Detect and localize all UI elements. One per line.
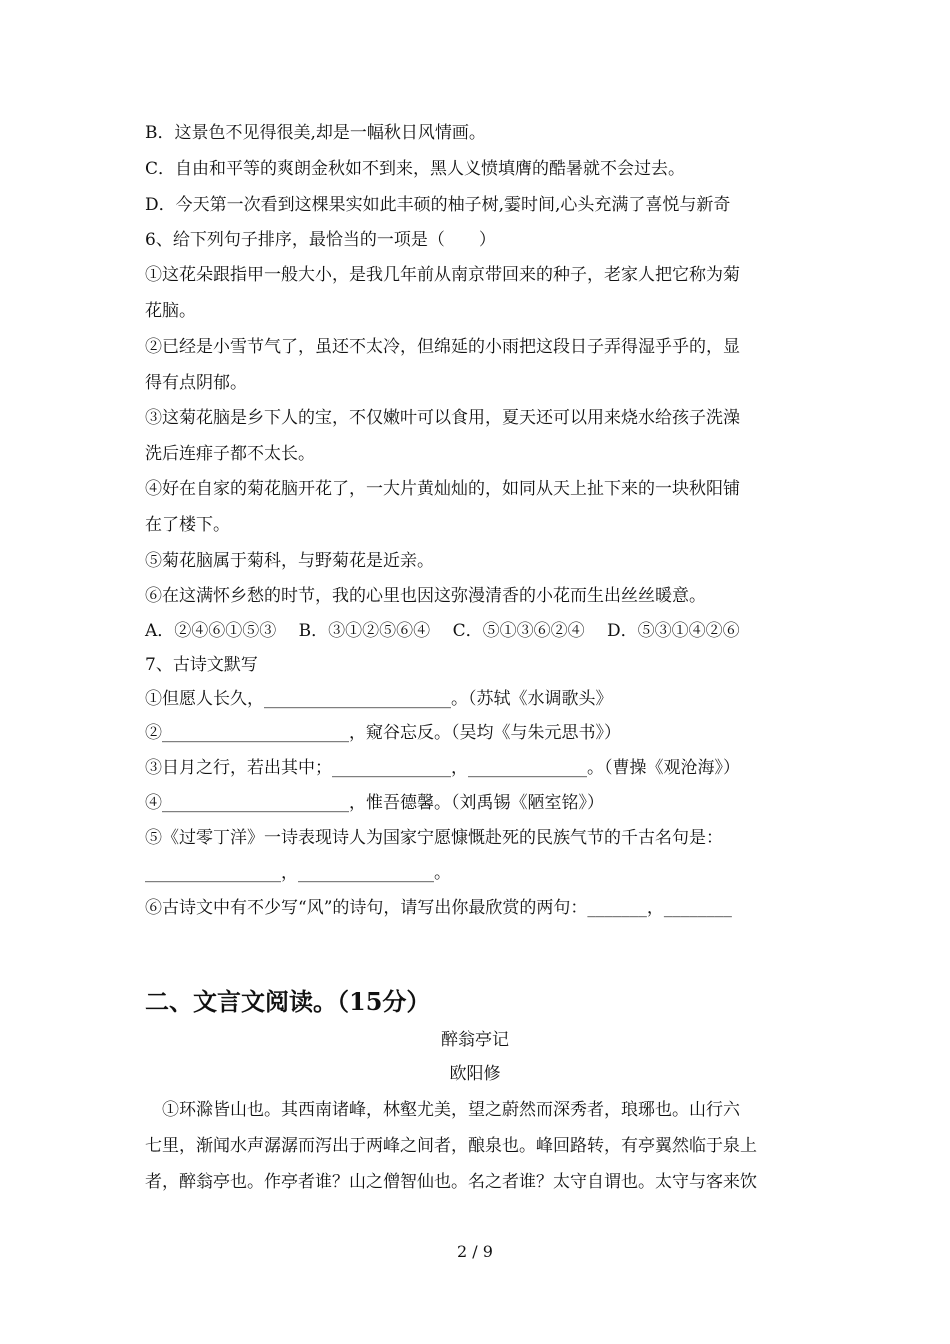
q6-sentence-5: ⑤菊花脑属于菊科，与野菊花是近亲。 (145, 551, 434, 571)
q7-line-4: ④______________________，惟吾德馨。（刘禹锡《陋室铭》） (145, 793, 604, 813)
q7-line-2: ②______________________，窥谷忘反。（吴均《与朱元思书》） (145, 723, 621, 743)
passage-title: 醉翁亭记 (441, 1030, 509, 1050)
passage-line-3: 者，醉翁亭也。作亭者谁？山之僧智仙也。名之者谁？太守自谓也。太守与客来饮 (145, 1172, 757, 1192)
page-number: 2 / 9 (457, 1242, 493, 1261)
passage-line-2: 七里，渐闻水声潺潺而泻出于两峰之间者，酿泉也。峰回路转，有亭翼然临于泉上 (145, 1136, 757, 1156)
q6-sentence-1a: ①这花朵跟指甲一般大小，是我几年前从南京带回来的种子，老家人把它称为菊 (145, 265, 740, 285)
q6-choices: A．②④⑥①⑤③ B．③①②⑤⑥④ C．⑤①③⑥②④ D．⑤③①④②⑥ (145, 621, 740, 641)
q6-sentence-6: ⑥在这满怀乡愁的时节，我的心里也因这弥漫清香的小花而生出丝丝暖意。 (145, 586, 706, 606)
option-d: D．今天第一次看到这棵果实如此丰硕的柚子树,霎时间,心头充满了喜悦与新奇 (145, 195, 731, 215)
passage-line-1: ①环滁皆山也。其西南诸峰，林壑尤美，望之蔚然而深秀者，琅琊也。山行六 (145, 1100, 740, 1120)
passage-author: 欧阳修 (449, 1064, 501, 1084)
q6-sentence-2a: ②已经是小雪节气了，虽还不太冷，但绵延的小雨把这段日子弄得湿乎乎的，显 (145, 337, 740, 357)
q7-line-6: ⑥古诗文中有不少写“风”的诗句，请写出你最欣赏的两句：_______，________ (145, 898, 732, 918)
q6-title: 6、给下列句子排序，最恰当的一项是（ ） (145, 230, 496, 250)
q6-sentence-4a: ④好在自家的菊花脑开花了，一大片黄灿灿的，如同从天上扯下来的一块秋阳铺 (145, 479, 740, 499)
option-b: B．这景色不见得很美,却是一幅秋日风情画。 (145, 123, 486, 143)
q6-sentence-3a: ③这菊花脑是乡下人的宝，不仅嫩叶可以食用，夏天还可以用来烧水给孩子洗澡 (145, 408, 740, 428)
q7-title: 7、古诗文默写 (145, 655, 258, 675)
q6-sentence-3b: 洗后连痱子都不太长。 (145, 444, 315, 464)
q7-line-1: ①但愿人长久，______________________。（苏轼《水调歌头》 (145, 689, 613, 709)
q7-line-5b: ________________，________________。 (145, 863, 451, 883)
q7-line-5a: ⑤《过零丁洋》一诗表现诗人为国家宁愿慷慨赴死的民族气节的千古名句是： (145, 828, 723, 848)
q7-line-3: ③日月之行，若出其中；______________，______________。（曹操《观沧海》） (145, 758, 740, 778)
q6-sentence-2b: 得有点阴郁。 (145, 373, 247, 393)
option-c: C．自由和平等的爽朗金秋如不到来，黑人义愤填膺的酷暑就不会过去。 (145, 159, 686, 179)
q6-sentence-1b: 花脑。 (145, 301, 196, 321)
section-heading: 二、文言文阅读。（15分） (145, 987, 431, 1016)
q6-sentence-4b: 在了楼下。 (145, 515, 230, 535)
